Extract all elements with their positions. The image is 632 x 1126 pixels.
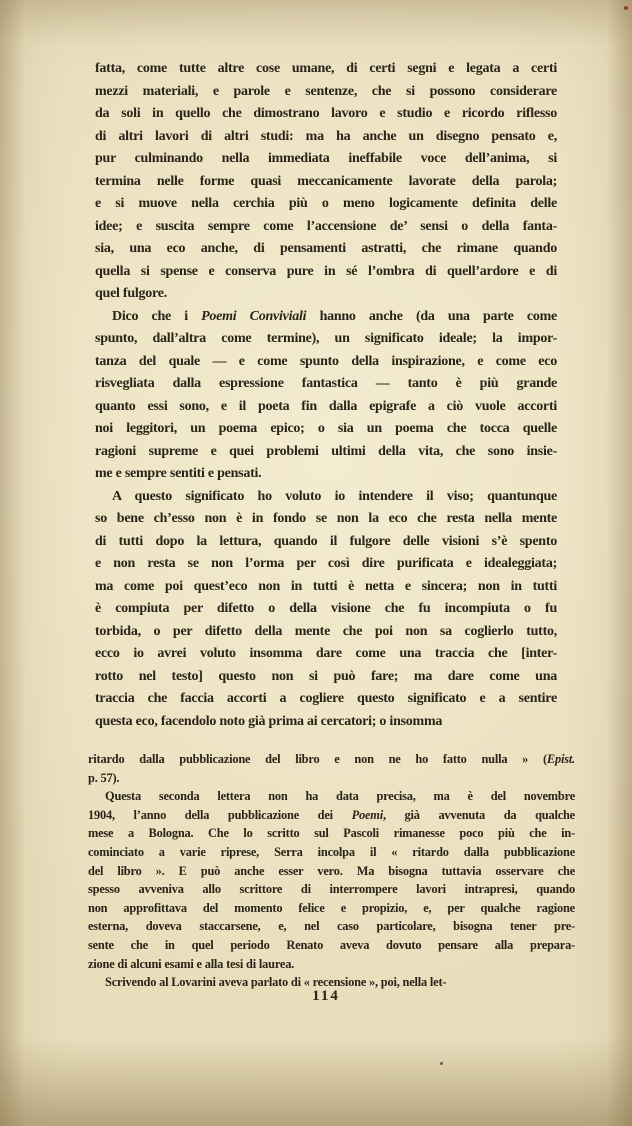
paper-speck	[440, 1062, 443, 1065]
text-line	[95, 576, 557, 599]
paragraph	[95, 486, 557, 734]
text-line	[88, 955, 575, 974]
text-segment: fatta, come tutte altre cose umane, di certi segni e legata a certi	[95, 61, 557, 76]
text-line	[95, 81, 557, 104]
text-segment: p. 57).	[88, 770, 120, 785]
text-segment: pur culminando nella immediata ineffabile voce dell’anima, si	[95, 151, 557, 166]
text-line	[95, 238, 557, 261]
text-segment: idee; e suscita sempre come l’accensione de’ sensi o della fanta-	[95, 218, 557, 234]
text-line	[88, 899, 575, 918]
paper-speck	[624, 6, 628, 10]
text-segment: traccia che faccia accorti a cogliere questo significato e a sentire	[95, 691, 557, 706]
italic-text: Poemi Conviviali	[201, 308, 307, 324]
text-segment: del libro ». E può anche esser vero. Ma bisogna tuttavia osservare che	[88, 863, 575, 878]
text-line	[95, 283, 557, 306]
text-segment: termina nelle forme quasi meccanicamente lavorate della parola;	[95, 173, 557, 189]
text-segment: hanno anche (da una parte come	[306, 308, 557, 324]
text-line	[95, 598, 557, 621]
text-line	[95, 666, 557, 689]
text-line	[88, 843, 575, 862]
text-line	[95, 58, 557, 81]
text-segment: quel fulgore.	[95, 286, 167, 301]
text-line	[88, 769, 575, 788]
text-segment: non approfittava del momento felice e propizio, e, per qualche ragione	[88, 900, 575, 915]
text-line	[95, 688, 557, 711]
text-segment: quanto essi sono, e il poeta fin dalla epigrafe a ciò vuole accorti	[95, 398, 557, 414]
paragraph	[95, 58, 557, 306]
text-segment: mese a Bologna. Che lo scritto sul Pascoli rimanesse poco più che in-	[88, 826, 575, 841]
text-line	[95, 148, 557, 171]
text-segment: tanza del quale — e come spunto della inspirazione, e come eco	[95, 353, 557, 369]
text-line	[95, 351, 557, 374]
page-number: 114	[312, 988, 340, 1004]
text-line	[95, 621, 557, 644]
text-line	[95, 373, 557, 396]
text-line	[95, 306, 557, 329]
text-segment: me e sempre sentiti e pensati.	[95, 466, 262, 481]
text-segment: torbida, o per difetto della mente che poi non sa coglierlo tutto,	[95, 623, 557, 639]
footnote-text	[88, 750, 575, 992]
paragraph	[95, 306, 557, 486]
text-line	[95, 553, 557, 576]
text-line	[95, 396, 557, 419]
text-line	[88, 750, 575, 769]
italic-text: Poemi	[351, 807, 383, 822]
text-segment: A questo significato ho voluto io intendere il viso; quantunque	[112, 488, 557, 504]
text-segment: e si muove nella cerchia più o meno logicamente definita delle	[95, 196, 557, 211]
text-line	[95, 126, 557, 149]
text-segment: mezzi materiali, e parole e sentenze, che si possono considerare	[95, 83, 557, 99]
paragraph	[88, 787, 575, 973]
text-line	[95, 171, 557, 194]
text-segment: e non resta se non l’orma per così dire purificata e idealeggiata;	[95, 556, 557, 571]
paragraph	[88, 750, 575, 787]
text-line	[88, 806, 575, 825]
text-line	[95, 193, 557, 216]
text-segment: 1904, l’anno della pubblicazione dei	[88, 807, 352, 822]
text-segment: cominciato a varie riprese, Serra incolpa il « ritardo dalla pubblicazione	[88, 844, 575, 859]
text-line	[95, 418, 557, 441]
text-line	[95, 508, 557, 531]
text-segment: esterna, doveva staccarsene, e, nel caso particolare, bisogna tener pre-	[88, 919, 575, 934]
text-line	[95, 328, 557, 351]
text-segment: Scrivendo al Lovarini aveva parlato di « recensione », poi, nella let-	[105, 975, 447, 990]
text-segment: questa eco, facendolo noto già prima ai cercatori; o insomma	[95, 713, 443, 729]
text-line	[95, 643, 557, 666]
text-segment: spesso avveniva allo scrittore di interrompere lavori intrapresi, quando	[88, 882, 575, 897]
text-line	[95, 216, 557, 239]
text-line	[95, 711, 557, 734]
text-line	[95, 486, 557, 509]
text-segment: , già avvenuta da qualche	[382, 807, 575, 822]
text-segment: da soli in quello che dimostrano lavoro e studio e ricordo riflesso	[95, 106, 557, 121]
text-line	[88, 880, 575, 899]
text-segment: risvegliata dalla espressione fantastica — tanto è più grande	[95, 376, 557, 391]
text-segment: ecco io avrei voluto insomma dare come una traccia che [inter-	[95, 646, 557, 661]
text-segment: sente che in quel periodo Renato aveva dovuto pensare alla prepara-	[88, 937, 575, 952]
text-line	[88, 824, 575, 843]
text-line	[95, 261, 557, 284]
text-line	[95, 441, 557, 464]
text-line	[88, 862, 575, 881]
text-segment: ritardo dalla pubblicazione del libro e non ne ho fatto nulla » (	[88, 752, 547, 766]
text-line	[88, 917, 575, 936]
text-segment: so bene ch’esso non è in fondo se non la eco che resta nella mente	[95, 511, 557, 526]
text-segment: ragioni supreme e quei problemi ultimi della vita, che sono insie-	[95, 443, 557, 459]
text-segment: Dico che i	[112, 308, 202, 324]
text-line	[95, 531, 557, 554]
text-segment: di tutti dopo la lettura, quando il fulgore delle visioni s’è spento	[95, 533, 557, 549]
text-segment: noi leggitori, un poema epico; o sia un poema che tocca quelle	[95, 421, 557, 436]
main-text	[95, 58, 557, 733]
text-segment: è compiuta per difetto o della visione che fu incompiuta o fu	[95, 601, 557, 616]
text-line	[95, 463, 557, 486]
text-line	[88, 787, 575, 806]
text-segment: Questa seconda lettera non ha data precisa, ma è del novembre	[105, 789, 575, 804]
text-segment: rotto nel testo] questo non si può fare; ma dare come una	[95, 668, 557, 684]
text-segment: quella si spense e conserva pure in sé l’ombra di quell’ardore e di	[95, 263, 557, 279]
text-segment: zione di alcuni esami e alla tesi di laurea.	[88, 956, 295, 971]
text-segment: sia, una eco anche, di pensamenti astratti, che rimane quando	[95, 241, 557, 256]
text-segment: ma come poi quest’eco non in tutti è netta e sincera; non in tutti	[95, 578, 557, 594]
text-segment: spunto, dall’altra come termine), un significato ideale; la impor-	[95, 331, 557, 346]
text-line	[88, 936, 575, 955]
text-segment: di altri lavori di altri studi: ma ha anche un disegno pensato e,	[95, 128, 557, 144]
text-line	[95, 103, 557, 126]
italic-text: Epist.	[546, 752, 575, 766]
